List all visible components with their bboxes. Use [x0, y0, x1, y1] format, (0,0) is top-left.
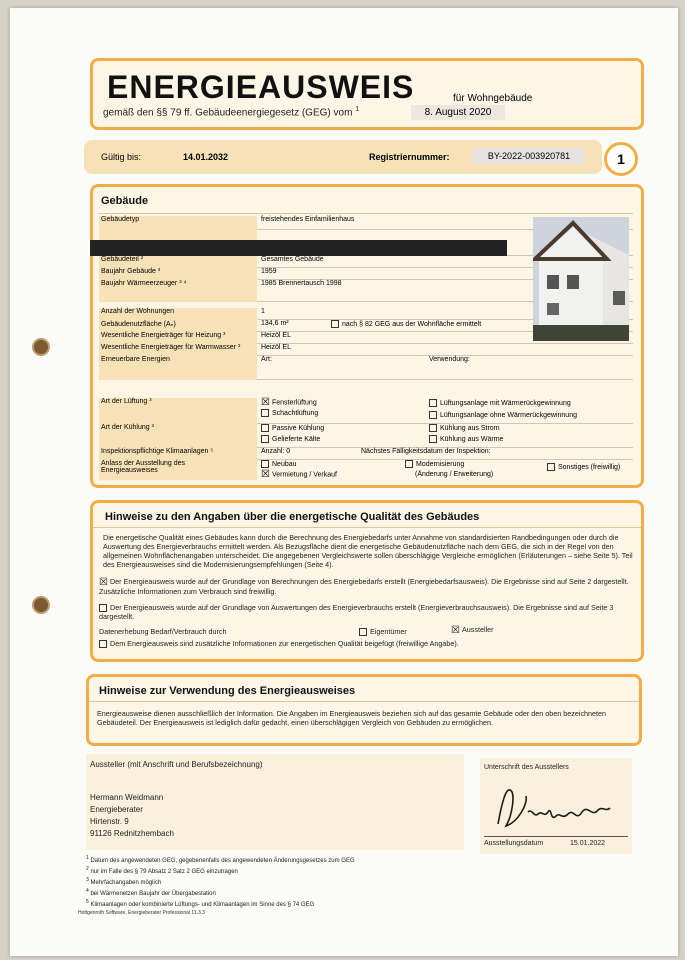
issue-date: 15.01.2022	[570, 840, 606, 847]
valid-until-label: Gültig bis:	[101, 152, 142, 162]
additional-info-checkbox[interactable]	[99, 640, 107, 648]
punch-hole	[32, 596, 50, 614]
ventilation-shaft-checkbox[interactable]	[261, 409, 269, 417]
issuer-address: Hermann Weidmann Energieberater Hirtenstr. 9 91126 Rednitzhembach	[90, 793, 174, 838]
issue-date-label: Ausstellungsdatum	[484, 840, 544, 847]
header-box	[90, 58, 644, 130]
usage-notes-section	[86, 674, 642, 746]
quality-notes-heading: Hinweise zu den Angaben über die energetische Qualität des Gebäudes	[105, 511, 480, 523]
row-heater-year: Baujahr Wärmeerzeuger ³ ⁴ 1985 Brennertausch 1998	[99, 279, 633, 302]
signature-box	[480, 758, 632, 854]
quality-notes-section: Hinweise zu den Angaben über die energetische Qualität des Gebäudes Die energetische Qualität eines Gebäudes kann durch die Berechnung des Energiebedarfs unter Annahme von standardisierten Randbedingungen oder durch die Auswertung des Energieverbrauchs ermittelt werden. Als Bezugsfläche dient die energetische Gebäudenutzfläche nach dem GEG, die sich in der Regel von den allgemeinen Wohnflächenangaben unterscheidet. Die angegebenen Vergleichswerte sollen überschlägige Vergleiche ermöglichen (Erläuterungen – siehe Seite 5). Teil des Energieausweises sind die Modernisierungsempfehlungen (Seite 4). ☒ Der Energieausweis wurde auf der Grundlage von Berechnungen des Energiebedarfs erstellt (Energiebedarfsausweis). Die Ergebnisse sind auf Seite 2 dargestellt. Zusätzliche Informationen zum Verbrauch sind freiwillig. Der Energieausweis wurde auf der Grundlage von Auswertungen des Energieverbrauchs erstellt (Energieverbrauchsausweis). Die Ergebnisse sind auf Seite 3 dargestellt. Datenerhebung Bedarf/Verbrauch durch Eigentümer ☒ Aussteller Dem Energieausweis sind zusätzliche Informationen zur energetischen Qualität beigefügt (freiwillige Angabe).	[90, 500, 644, 662]
footnotes: $^1$ Datum des angewendeten GEG, gegebenenfalls des angewendeten Änderungsgesetzes zum GEG $^2$ nur im Falle des § 79 Absatz 2 Satz 2 GEG einzutragen $^3$ Mehrfachangaben möglich $^4$ bei Wärmenetzen Baujahr der Übergabestation $^5$ Klimaanlagen oder kombinierte Lüftungs- und Klimaanlagen im Sinne des § 74 GEG	[86, 855, 355, 908]
row-ventilation: Art der Lüftung ³ ☒ Fensterlüftung Schachtlüftung Lüftungsanlage mit Wärmerückgewinnung Lüftungsanlage ohne Wärmerückgewinnung	[99, 397, 633, 424]
row-apartments: Anzahl der Wohnungen 1	[99, 307, 633, 320]
reason-modern-checkbox[interactable]	[405, 460, 413, 468]
cooling-delivered-checkbox[interactable]	[261, 435, 269, 443]
document-title: ENERGIEAUSWEIS	[107, 69, 415, 105]
valid-until-value: 14.01.2032	[183, 152, 229, 162]
owner-checkbox[interactable]	[359, 628, 367, 636]
reason-new-checkbox[interactable]	[261, 460, 269, 468]
row-inspection: Inspektionspflichtige Klimaanlagen ⁵ Anzahl: 0 Nächstes Fälligkeitsdatum der Inspektion:	[99, 447, 633, 460]
building-section	[90, 184, 644, 488]
consumption-checkbox[interactable]	[99, 604, 107, 612]
registration-label: Registriernummer:	[369, 152, 450, 162]
row-cooling: Art der Kühlung ³ Passive Kühlung Gelieferte Kälte Kühlung aus Strom Kühlung aus Wärme	[99, 423, 633, 448]
cooling-passive-checkbox[interactable]	[261, 424, 269, 432]
demand-checkbox[interactable]: ☒	[99, 576, 108, 588]
building-heading: Gebäude	[101, 195, 149, 207]
row-construction-year: Baujahr Gebäude ³ 1959	[99, 267, 633, 280]
cooling-heat-checkbox[interactable]	[429, 435, 437, 443]
validity-bar	[84, 140, 602, 174]
title-suffix: für Wohngebäude	[453, 93, 533, 104]
row-building-part: Gebäudeteil ² Gesamtes Gebäude	[99, 255, 633, 268]
ventilation-window-checkbox[interactable]: ☒	[261, 397, 270, 408]
issuer-box	[86, 754, 464, 850]
ventilation-nohr-checkbox[interactable]	[429, 411, 437, 419]
certificate-page	[10, 8, 678, 956]
software-credit: Hottgenroth Software, Energieberater Professional 11.3.3	[78, 910, 205, 916]
data-collection-label: Datenerhebung Bedarf/Verbrauch durch	[99, 627, 227, 636]
reason-other-checkbox[interactable]	[547, 463, 555, 471]
redacted-street	[90, 240, 507, 256]
quality-notes-text: Die energetische Qualität eines Gebäudes kann durch die Berechnung des Energiebedarfs unter Annahme von standardisierten Randbedingungen oder durch die Auswertung des Energieverbrauchs ermittelt werden. Als Bezugsfläche dient die energetische Gebäudenutzfläche nach dem GEG, die sich in der Regel von den allgemeinen Wohnflächenangaben unterscheidet. Die angegebenen Vergleichswerte sollen überschlägige Vergleiche ermöglichen (Erläuterungen – siehe Seite 5). Teil des Energieausweises sind die Modernisierungsempfehlungen (Seite 4).	[103, 533, 633, 569]
ventilation-hr-checkbox[interactable]	[429, 399, 437, 407]
registration-number: BY-2022-003920781	[473, 148, 585, 164]
usage-notes-heading: Hinweise zur Verwendung des Energieausweises	[99, 685, 356, 697]
issuer-checkbox[interactable]: ☒	[451, 624, 460, 636]
signature	[488, 782, 618, 838]
subtitle: gemäß den §§ 79 ff. Gebäudeenergiegesetz (GEG) vom $^1$	[103, 106, 360, 119]
issuer-label: Aussteller (mit Anschrift und Berufsbezeichnung)	[90, 760, 263, 769]
usage-notes-text: Energieausweise dienen ausschließlich der Information. Die Angaben im Energieausweis beziehen sich auf das gesamte Gebäude oder den oben bezeichneten Gebäudeteil. Der Energieausweis ist lediglich dafür gedacht, einen überschlägigen Vergleich von Gebäuden zu ermöglichen.	[97, 709, 607, 727]
page-number: 1	[604, 142, 638, 176]
building-photo	[533, 217, 629, 341]
signature-label: Unterschrift des Ausstellers	[484, 764, 569, 771]
row-reason: Anlass der Ausstellung des Energieausweises Neubau ☒ Vermietung / Verkauf Modernisierung (Änderung / Erweiterung) Sonstiges (freiwillig)	[101, 460, 621, 480]
row-usable-area: Gebäudenutzfläche (Aₙ) 134,6 m² nach § 82 GEG aus der Wohnfläche ermittelt	[99, 319, 633, 332]
row-renewables: Erneuerbare Energien Art: Verwendung:	[99, 355, 633, 380]
row-heating-carrier: Wesentliche Energieträger für Heizung ³ Heizöl EL	[99, 331, 633, 344]
row-building-type: Gebäudetyp freistehendes Einfamilienhaus	[99, 215, 633, 230]
row-water-carrier: Wesentliche Energieträger für Warmwasser ³ Heizöl EL	[99, 343, 633, 356]
cooling-power-checkbox[interactable]	[429, 424, 437, 432]
punch-hole	[32, 338, 50, 356]
law-date: 8. August 2020	[411, 105, 505, 120]
reason-sale-checkbox[interactable]: ☒	[261, 469, 270, 480]
area-method-checkbox[interactable]	[331, 320, 339, 328]
